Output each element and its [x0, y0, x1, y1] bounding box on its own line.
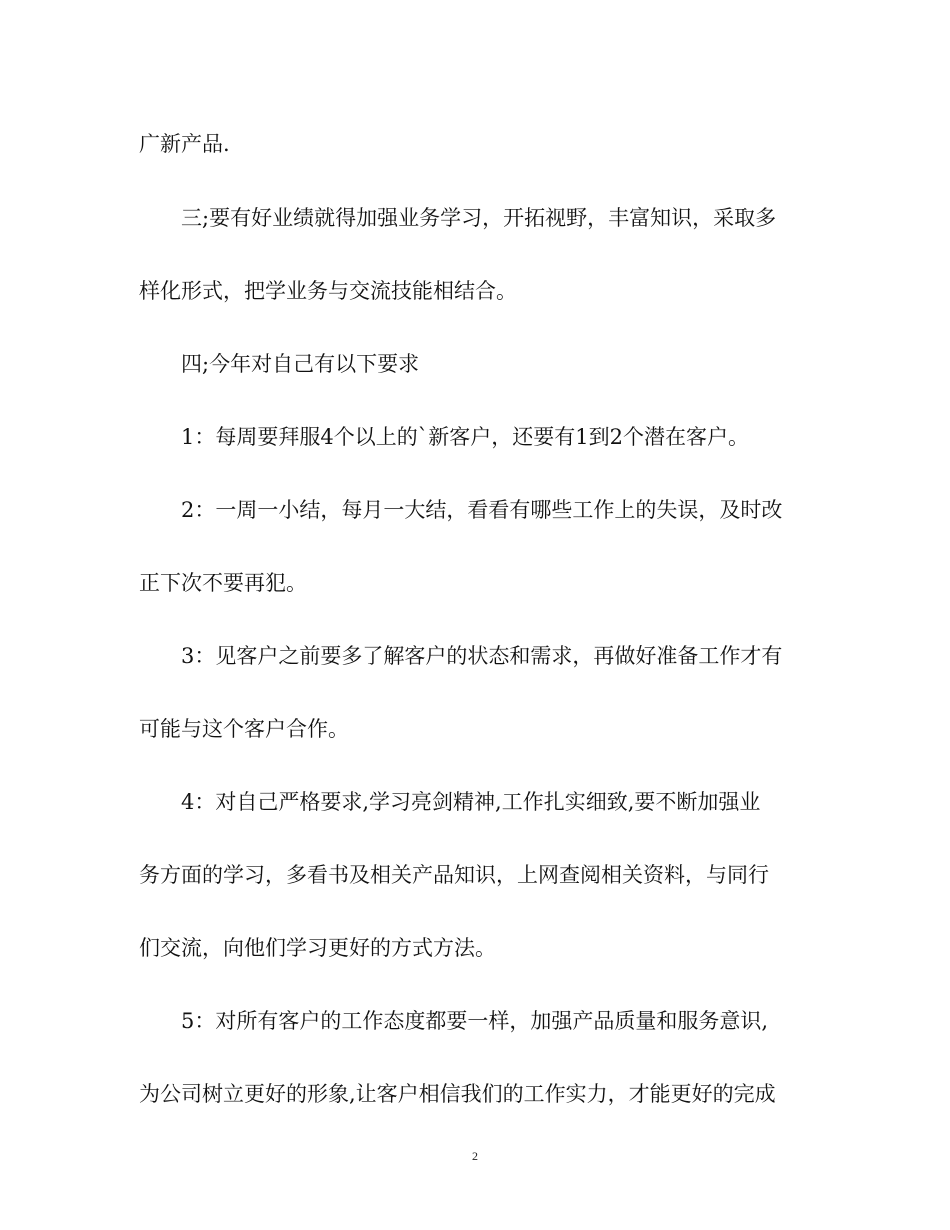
text-line: 3：见客户之前要多了解客户的状态和需求，再做好准备工作才有 — [181, 644, 783, 668]
text-line: 四;今年对自己有以下要求 — [181, 352, 420, 376]
text-line: 务方面的学习，多看书及相关产品知识，上网查阅相关资料，与同行 — [139, 863, 769, 887]
text-line: 三;要有好业绩就得加强业务学习，开拓视野，丰富知识，采取多 — [181, 206, 777, 230]
text-line: 正下次不要再犯。 — [139, 571, 307, 595]
page-number: 2 — [472, 1149, 478, 1163]
text-line: 为公司树立更好的形象,让客户相信我们的工作实力，才能更好的完成 — [139, 1082, 776, 1106]
text-line: 5：对所有客户的工作态度都要一样，加强产品质量和服务意识, — [181, 1009, 769, 1033]
text-line: 2：一周一小结，每月一大结，看看有哪些工作上的失误，及时改 — [181, 498, 783, 522]
text-line: 1：每周要拜服4个以上的`新客户，还要有1到2个潜在客户。 — [181, 425, 749, 449]
text-line: 们交流，向他们学习更好的方式方法。 — [139, 936, 496, 960]
text-line: 4：对自己严格要求,学习亮剑精神,工作扎实细致,要不断加强业 — [181, 790, 761, 814]
text-line: 广新产品. — [139, 132, 230, 156]
text-line: 可能与这个客户合作。 — [139, 717, 349, 741]
text-line: 样化形式，把学业务与交流技能相结合。 — [139, 279, 517, 303]
